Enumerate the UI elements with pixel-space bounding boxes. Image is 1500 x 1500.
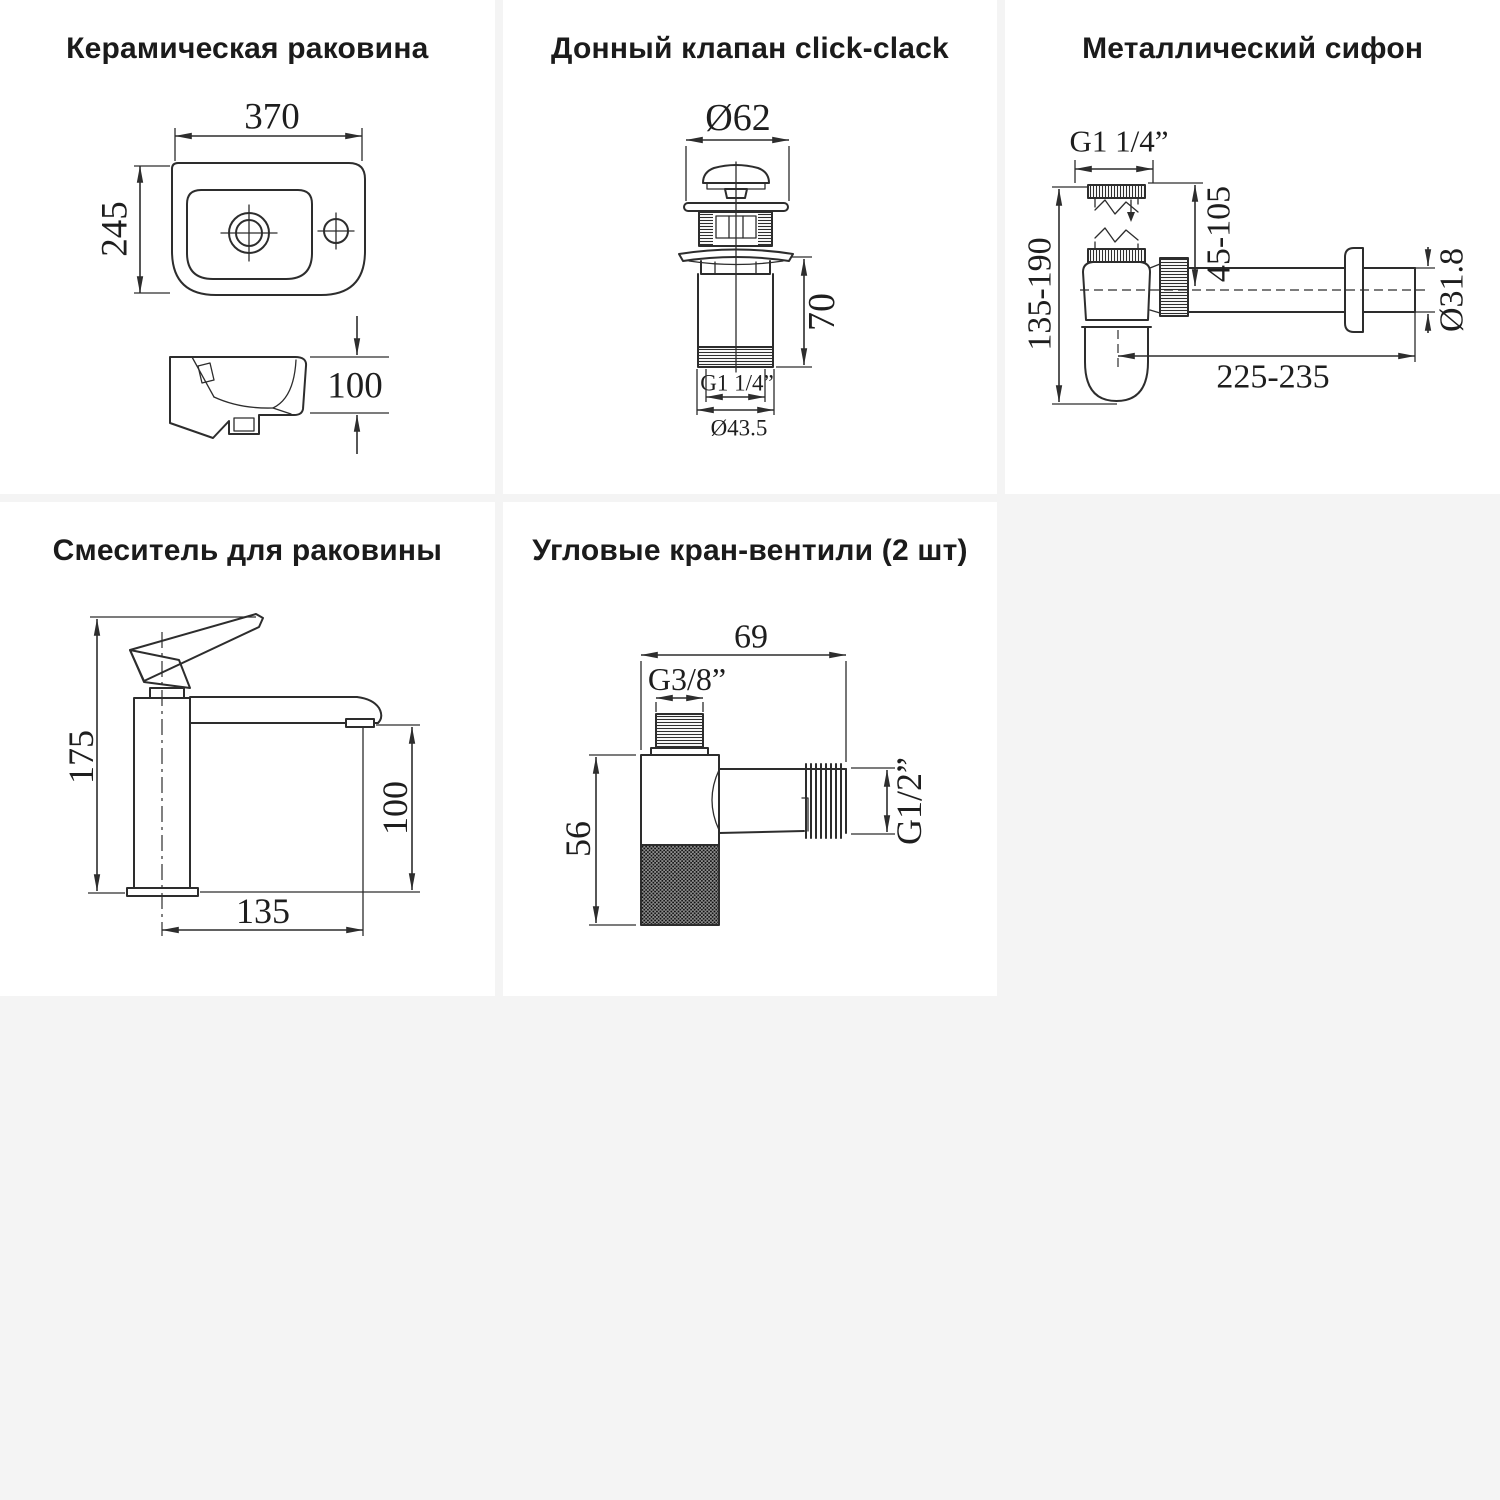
dim-height [558,755,636,925]
dim-spout-reach [162,728,363,936]
mixer-diagram [0,502,494,996]
dim-label-d318: Ø31.8 [1433,247,1471,333]
dim-label-g114: G1 1/4” [699,370,774,396]
siphon-diagram [1005,0,1499,494]
dim-pipe-length [1118,312,1415,396]
dim-inlet-thread [648,661,726,712]
dim-label-56: 56 [557,821,598,857]
dim-label-100: 100 [327,365,383,407]
drain-valve-diagram [503,0,997,494]
dim-label-45-105: 45-105 [1200,185,1238,283]
dim-total-height [61,617,256,893]
card-title: Смеситель для раковины [52,534,443,567]
dim-label-175: 175 [61,730,101,784]
mixer-drawing [127,614,381,936]
dim-label-g38: G3/8” [647,661,726,697]
dim-outlet-thread [851,757,929,845]
dim-label-d62: Ø62 [704,97,771,139]
spec-card-mixer [0,502,495,996]
dim-label-245: 245 [94,201,136,257]
dim-side-height [310,316,389,454]
spec-card-angle-valves [503,502,998,996]
card-title: Донный клапан click-clack [551,32,949,65]
dim-cap-diameter [686,97,789,201]
dim-label-135-190: 135-190 [1021,237,1059,351]
dim-label-69: 69 [733,618,768,656]
dim-top-width [175,97,362,162]
dim-thread [700,369,773,402]
valve-body-drawing [679,162,793,372]
dim-label-g114: G1 1/4” [1069,123,1169,159]
dim-label-225-235: 225-235 [1216,358,1330,396]
card-title: Угловые кран-вентили (2 шт) [532,534,968,567]
dim-spout-height [200,725,420,892]
dim-inlet-thread [1070,124,1169,184]
dim-height-range [1022,187,1118,404]
sink-side-view [170,357,306,438]
dim-label-370: 370 [244,96,300,138]
spec-card-siphon [1005,0,1500,494]
outlet-threads [802,764,846,838]
dim-label-d435: Ø43.5 [710,415,768,441]
card-title: Металлический сифон [1082,32,1424,65]
sink-top-view [172,163,365,295]
dim-label-100: 100 [375,781,415,835]
dim-body-height [776,257,843,367]
angle-valve-drawing [641,714,846,925]
dim-label-70: 70 [800,293,843,331]
angle-valve-diagram [503,502,997,996]
spec-card-drain-valve [503,0,998,494]
sink-dimensions-diagram [0,0,494,494]
dim-label-135: 135 [236,891,290,931]
dim-label-g12: G1/2” [888,757,929,845]
spec-card-ceramic-sink [0,0,495,494]
dim-side-depth [95,166,171,293]
card-title: Керамическая раковина [66,32,429,65]
